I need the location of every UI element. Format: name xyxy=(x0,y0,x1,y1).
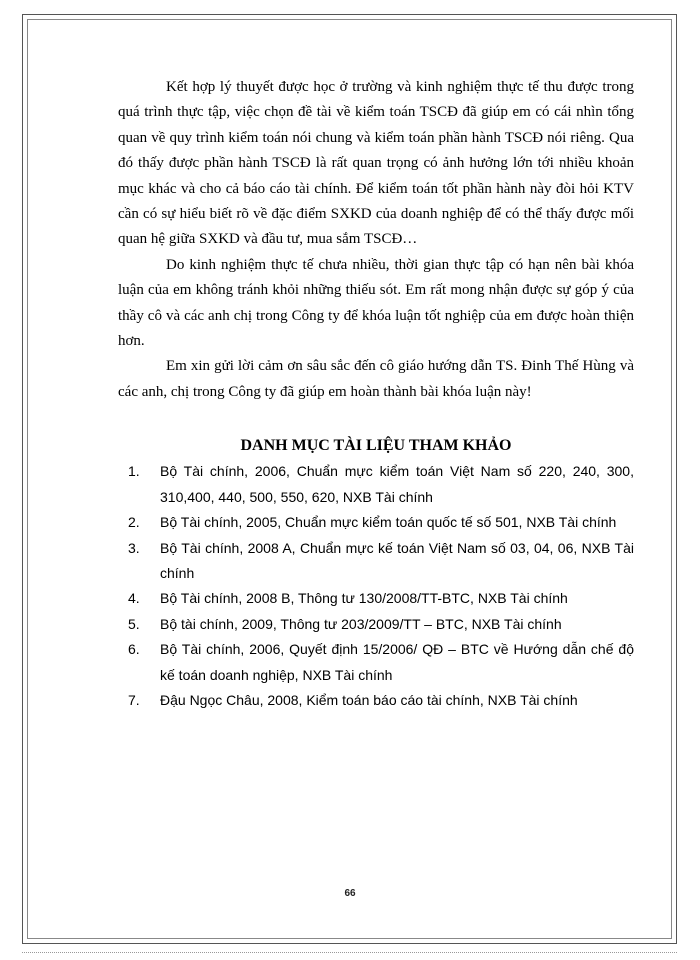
reference-text: Bộ tài chính, 2009, Thông tư 203/2009/TT – BTC, NXB Tài chính xyxy=(160,615,562,632)
reference-number: 2. xyxy=(128,514,140,531)
reference-number: 6. xyxy=(128,641,140,658)
page-number: 66 xyxy=(344,888,356,899)
references-heading: DANH MỤC TÀI LIỆU THAM KHẢO xyxy=(240,437,512,455)
reference-number: 5. xyxy=(128,615,140,632)
paragraph-thanks: Em xin gửi lời cảm ơn sâu sắc đến cô giáo hướng dẫn TS. Đinh Thế Hùng và các anh, chị trong Công ty đã giúp em hoàn thành bài khóa luận này! xyxy=(118,358,634,400)
reference-text: Bộ Tài chính, 2008 B, Thông tư 130/2008/TT-BTC, NXB Tài chính xyxy=(160,590,568,607)
reference-number: 1. xyxy=(128,463,140,480)
reference-item xyxy=(118,510,634,535)
document-body xyxy=(118,75,634,713)
reference-text: Bộ Tài chính, 2006, Quyết định 15/2006/ QĐ – BTC về Hướng dẫn chế độ kế toán doanh nghiệp, NXB Tài chính xyxy=(160,641,634,683)
paragraph-limitations: Do kinh nghiệm thực tế chưa nhiều, thời gian thực tập có hạn nên bài khóa luận của em không tránh khỏi những thiếu sót. Em rất mong nhận được sự góp ý của thầy cô và các anh chị trong Công ty để khóa luận tốt nghiệp của em được hoàn thiện hơn. xyxy=(118,256,634,350)
reference-text: Bộ Tài chính, 2006, Chuẩn mực kiểm toán Việt Nam số 220, 240, 300, 310,400, 440, 500, 550, 620, NXB Tài chính xyxy=(160,463,634,505)
page-bottom-divider xyxy=(22,952,677,953)
reference-number: 3. xyxy=(128,539,140,556)
reference-item xyxy=(118,612,634,637)
reference-number: 7. xyxy=(128,691,140,708)
reference-text: Bộ Tài chính, 2005, Chuẩn mực kiểm toán quốc tế số 501, NXB Tài chính xyxy=(160,514,617,531)
reference-item xyxy=(118,459,634,510)
reference-item xyxy=(118,637,634,688)
reference-number: 4. xyxy=(128,590,140,607)
paragraph-conclusion: Kết hợp lý thuyết được học ở trường và kinh nghiệm thực tế thu được trong quá trình thực tập, việc chọn đề tài về kiểm toán TSCĐ đã giúp em có cái nhìn tổng quan về quy trình kiểm toán nói chung và kiểm toán phần hành TSCĐ nói riêng. Qua đó thấy được phần hành TSCĐ là rất quan trọng có ảnh hưởng lớn tới nhiều khoản mục khác và cho cả báo cáo tài chính. Để kiểm toán tốt phần hành này đòi hỏi KTV cần có sự hiểu biết rõ về đặc điểm SXKD của doanh nghiệp để có thể thấy được mối quan hệ giữa SXKD và đầu tư, mua sắm TSCĐ… xyxy=(118,79,634,248)
reference-text: Bộ Tài chính, 2008 A, Chuẩn mực kế toán Việt Nam số 03, 04, 06, NXB Tài chính xyxy=(160,539,634,581)
reference-item xyxy=(118,688,634,713)
reference-item xyxy=(118,586,634,611)
reference-text: Đậu Ngọc Châu, 2008, Kiểm toán báo cáo tài chính, NXB Tài chính xyxy=(160,691,578,708)
reference-item xyxy=(118,536,634,587)
references-list xyxy=(118,459,634,713)
